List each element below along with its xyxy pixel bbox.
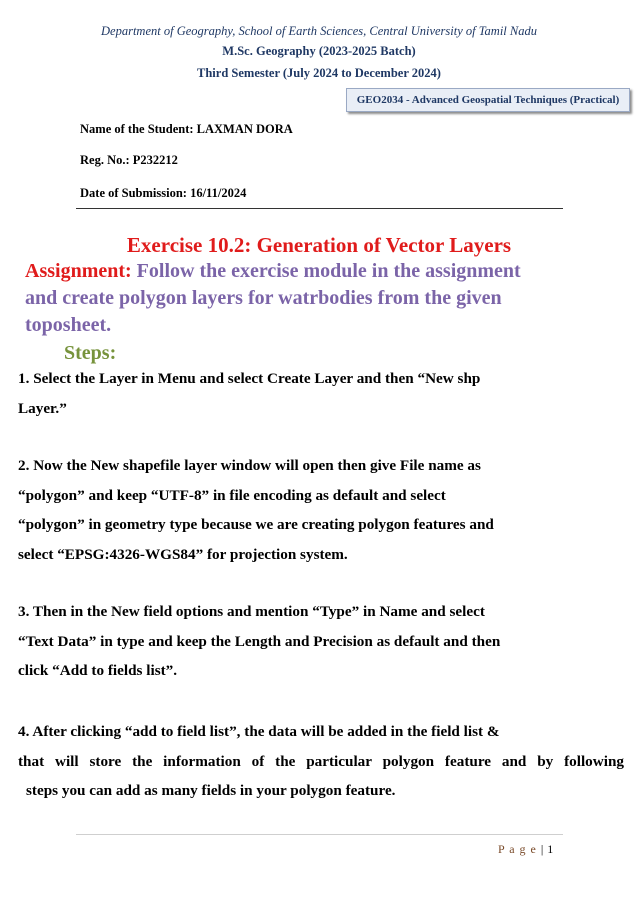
step-4-line-2: that will store the information of the particular polygon feature and by following [18,752,624,770]
step-2-line-3: “polygon” in geometry type because we are creating polygon features and [18,516,494,533]
page-number [498,842,554,857]
step-2-line-2: “polygon” and keep “UTF-8” in file encoding as default and select [18,486,446,504]
student-name: Name of the Student: LAXMAN DORA [80,122,293,136]
assignment-text-line-1: Follow the exercise module in the assignment [131,260,521,282]
step-3 [18,597,624,686]
step-3-line-1: 3. Then in the New field options and mention “Type” in Name and select [18,603,485,620]
header-divider [76,208,563,209]
page-number-value: 1 [547,842,555,856]
step-2-line-4: select “EPSG:4326-WGS84” for projection system. [18,545,348,563]
steps-heading: Steps: [64,342,117,364]
assignment-text-line-2: and create polygon layers for watrbodies from the given [25,287,502,309]
step-1-line-1: 1. Select the Layer in Menu and select Create Layer and then “New shp [18,370,481,387]
footer-divider [76,834,563,835]
department-line: Department of Geography, School of Earth Sciences, Central University of Tamil Nadu [101,24,537,38]
step-4-line-3: steps you can add as many fields in your polygon feature. [26,782,396,799]
step-1-line-2: Layer.” [18,399,67,417]
step-1 [18,364,624,423]
exercise-title: Exercise 10.2: Generation of Vector Layers [126,233,512,257]
step-4-line-1: 4. After clicking “add to field list”, the data will be added in the field list & [18,723,500,740]
course-code-box: GEO2034 - Advanced Geospatial Techniques (Practical) [346,88,630,112]
assignment-block [25,258,625,339]
step-3-line-2: “Text Data” in type and keep the Length and Precision as default and then [18,632,501,650]
page-word: P a g e [498,842,537,856]
step-3-line-3: click “Add to fields list”. [18,662,178,679]
step-4 [18,717,624,806]
batch-line: M.Sc. Geography (2023-2025 Batch) [222,44,416,58]
assignment-label: Assignment: [25,260,132,282]
registration-number: Reg. No.: P232212 [80,153,178,167]
page-separator: | [540,842,544,856]
submission-date: Date of Submission: 16/11/2024 [80,186,247,200]
step-2 [18,451,624,569]
step-2-line-1: 2. Now the New shapefile layer window will open then give File name as [18,457,481,474]
assignment-text-line-3: toposheet. [25,314,112,336]
semester-line: Third Semester (July 2024 to December 2024) [197,66,441,80]
